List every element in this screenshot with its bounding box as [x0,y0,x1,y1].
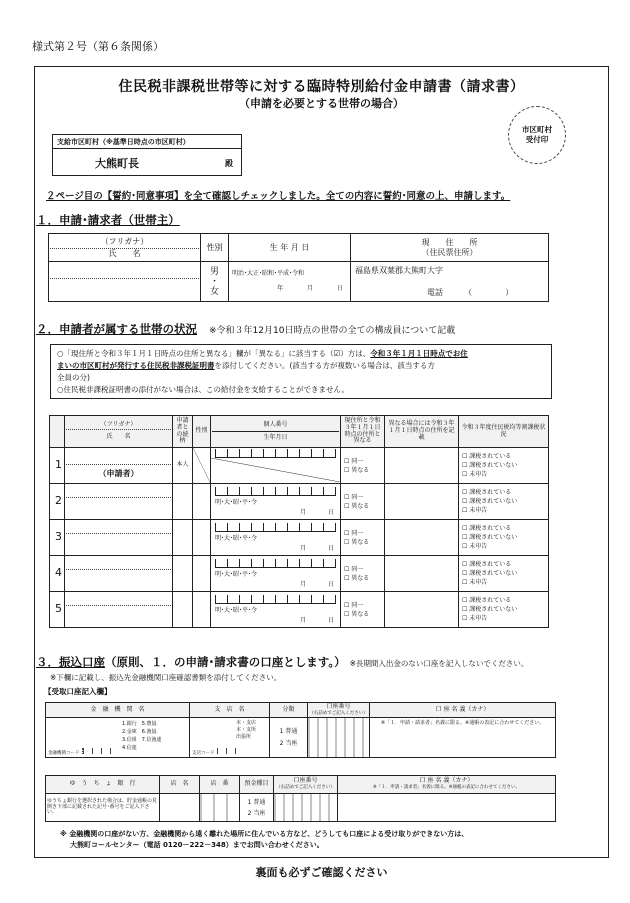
table-row: 4 明･大･昭･平･令 月 日 ☐ 同一 ☐ 異なる ☐ 課税されている ☐ 課税されていない ☐ 未申告 [50,556,549,592]
id-birth-header: 個人番号 生年月日 [211,416,341,448]
member-name-header: （フリガナ） 氏 名 [65,416,173,448]
relation-field[interactable] [173,520,193,556]
member-gender-header: 性別 [193,416,211,448]
applicant-name-field[interactable] [49,262,201,302]
account-number-header: 口座番号 （右詰めでご記入ください） [309,703,368,716]
section1-title: １．申請･請求者（世帯主） [36,213,180,227]
back-page-note: 裏面も必ずご確認ください [255,866,388,879]
id-birth-field[interactable]: 明･大･昭･平･令 月 日 [211,556,341,592]
id-birth-field[interactable]: 明･大･昭･平･令 月 日 [211,484,341,520]
relation-header: 申請者との続柄 [173,416,193,448]
tax-status-field[interactable]: ☐ 課税されている ☐ 課税されていない ☐ 未申告 [459,556,549,592]
municipality-box [52,134,242,176]
address-compare-field[interactable]: ☐ 同一 ☐ 異なる [341,592,385,628]
section2-title: ２．申請者が属する世帯の状況 ※令和３年12月10日時点の世帯の全ての構成員について記載 [36,322,456,336]
applicant-table [48,233,549,302]
member-name-field[interactable] [65,592,173,628]
section3-instruction: ※下欄に記載し、振込先金融機関口座確認書類を添付してください。 [50,673,282,682]
member-gender-field[interactable] [193,556,211,592]
relation-field[interactable] [173,592,193,628]
deposit-type-field[interactable]: 1 普通 2 当座 [240,794,274,822]
relation-field[interactable] [173,484,193,520]
yucho-account-holder-header: 口 座 名 義（カナ） ※「１．申請・請求者」名義に限る。※通帳の表記に合わせてください。 [338,776,556,794]
store-number-field[interactable] [200,794,240,822]
member-gender-field[interactable] [193,448,211,484]
gender-field[interactable]: 男 ・ 女 [201,262,229,302]
branch-name-field[interactable]: 本・支店 本・支所 出張所 支店コード [190,718,270,758]
member-gender-field[interactable] [193,484,211,520]
address-field[interactable]: 福島県双葉郡大熊町大字 電話 （ ） [351,262,549,302]
diff-address-field[interactable] [385,484,459,520]
section3-title: ３．振込口座（原則、１．の申請･請求書の口座とします。） ※長期間入出金のない口座を記入しないでください。 [36,655,529,669]
call-center-note: ※ 金融機関の口座がない方、金融機関から遠く離れた場所に住んでいる方など、どうしても口座による受け取りができない方は、 大熊町コールセンター（電話 0120－222－348）までお問い合わせください。 [60,830,469,849]
account-holder-field[interactable]: ※「１．申請・請求者」名義に限る。※通帳の表記に合わせてください。 [370,718,556,758]
stamp-label-2: 受付印 [525,135,549,144]
account-number-field[interactable] [308,718,370,758]
diff-address-header: 異なる場合には令和３年１月１日時点の住所を記載 [385,416,459,448]
yucho-account-number-header: 口座番号 （右詰めでご記入ください） [274,776,338,794]
address-compare-header: 現住所と令和３年１月１日時点の住所と異なる [341,416,385,448]
yucho-note: ゆうちょ銀行を選択された場合は、貯金通帳の見開き下部に記載された記号･番号をご記入下さい。 [46,794,160,822]
diff-address-field[interactable] [385,592,459,628]
relation-field[interactable]: 本人 [173,448,193,484]
consent-statement: ２ページ目の【誓約･同意事項】を全て確認しチェックしました。全ての内容に誓約･同意の上、申請します。 [46,191,511,202]
diff-address-field[interactable] [385,520,459,556]
id-birth-field[interactable] [211,448,341,484]
address-header: 現 住 所 （住民票住所） [351,234,549,262]
form-number: 様式第２号（第６条関係） [32,40,164,53]
member-name-field[interactable]: （申請者） [65,448,173,484]
tax-status-field[interactable]: ☐ 課税されている ☐ 課税されていない ☐ 未申告 [459,448,549,484]
reception-stamp-area [508,106,566,164]
tax-status-field[interactable]: ☐ 課税されている ☐ 課税されていない ☐ 未申告 [459,592,549,628]
table-row: 2 明･大･昭･平･令 月 日 ☐ 同一 ☐ 異なる ☐ 課税されている ☐ 課税されていない ☐ 未申告 [50,484,549,520]
bank-account-table [45,702,556,758]
bank-name-header: 金 融 機 関 名 [46,703,190,718]
birthdate-header: 生 年 月 日 [229,234,351,262]
receiving-account-label: 【受取口座記入欄】 [44,687,112,696]
tax-status-header: 令和３年度住民税均等割課税状況 [459,416,549,448]
yucho-account-table [45,775,556,822]
store-name-header: 店 名 [160,776,200,794]
member-gender-field[interactable] [193,592,211,628]
store-name-field[interactable] [160,794,200,822]
member-name-field[interactable] [65,520,173,556]
member-gender-field[interactable] [193,520,211,556]
diff-address-field[interactable] [385,556,459,592]
relation-field[interactable] [173,556,193,592]
deposit-type-header: 預金種目 [240,776,274,794]
form-title: 住民税非課税世帯等に対する臨時特別給付金申請書（請求書） [118,79,525,95]
municipality-header: 支給市区町村（※基準日時点の市区町村） [53,135,241,149]
table-row: 1 （申請者） 本人 ☐ 同一 ☐ 異なる ☐ 課税されている ☐ 課税されていない ☐ 未申告 [50,448,549,484]
municipality-name: 大熊町長 [95,157,139,170]
gender-header: 性別 [201,234,229,262]
address-compare-field[interactable]: ☐ 同一 ☐ 異なる [341,556,385,592]
household-table [49,415,549,628]
address-compare-field[interactable]: ☐ 同一 ☐ 異なる [341,484,385,520]
category-header: 分類 [270,703,308,718]
diff-address-field[interactable] [385,448,459,484]
account-holder-header: 口 座 名 義（カナ） [370,703,556,718]
yucho-account-number-field[interactable] [274,794,338,822]
member-name-field[interactable] [65,556,173,592]
id-birth-field[interactable]: 明･大･昭･平･令 月 日 [211,520,341,556]
category-field[interactable]: 1 普通 2 当座 [270,718,308,758]
form-subtitle: （申請を必要とする世帯の場合） [239,97,404,110]
store-number-header: 店 番 [200,776,240,794]
yucho-account-holder-field[interactable] [338,794,556,822]
address-compare-field[interactable]: ☐ 同一 ☐ 異なる [341,520,385,556]
section2-notes: ○「現住所と令和３年１月１日時点の住所と異なる」欄が「異なる」に該当する（☑）方は、令和３年１月１日時点でお住 まいの市区町村が発行する住民税非課税証明書を添付してください。(該当する方が複数いる場合は、該当する方 全員の分) ○住民税非課税証明書の添付がない場合は、この給付金を支給することができません。 [50,344,552,399]
tax-status-field[interactable]: ☐ 課税されている ☐ 課税されていない ☐ 未申告 [459,484,549,520]
yucho-header: ゆ う ち ょ 銀 行 [46,776,160,794]
id-birth-field[interactable]: 明･大･昭･平･令 月 日 [211,592,341,628]
tax-status-field[interactable]: ☐ 課税されている ☐ 課税されていない ☐ 未申告 [459,520,549,556]
table-row: 5 明･大･昭･平･令 月 日 ☐ 同一 ☐ 異なる ☐ 課税されている ☐ 課税されていない ☐ 未申告 [50,592,549,628]
member-name-field[interactable] [65,484,173,520]
address-compare-field[interactable]: ☐ 同一 ☐ 異なる [341,448,385,484]
stamp-label-1: 市区町村 [522,125,552,134]
applicant-name-header: （フリガナ） 氏 名 [49,234,201,262]
branch-name-header: 支 店 名 [190,703,270,718]
table-row: 3 明･大･昭･平･令 月 日 ☐ 同一 ☐ 異なる ☐ 課税されている ☐ 課税されていない ☐ 未申告 [50,520,549,556]
municipality-honorific: 殿 [225,159,233,168]
bank-name-field[interactable]: 1.銀行 5.農協 2.金庫 6.漁協 3.信組 7.信漁連 4.信連 金融機関コード [46,718,190,758]
birthdate-field[interactable]: 明治･大正･昭和･平成･令和 年 月 日 [229,262,351,302]
